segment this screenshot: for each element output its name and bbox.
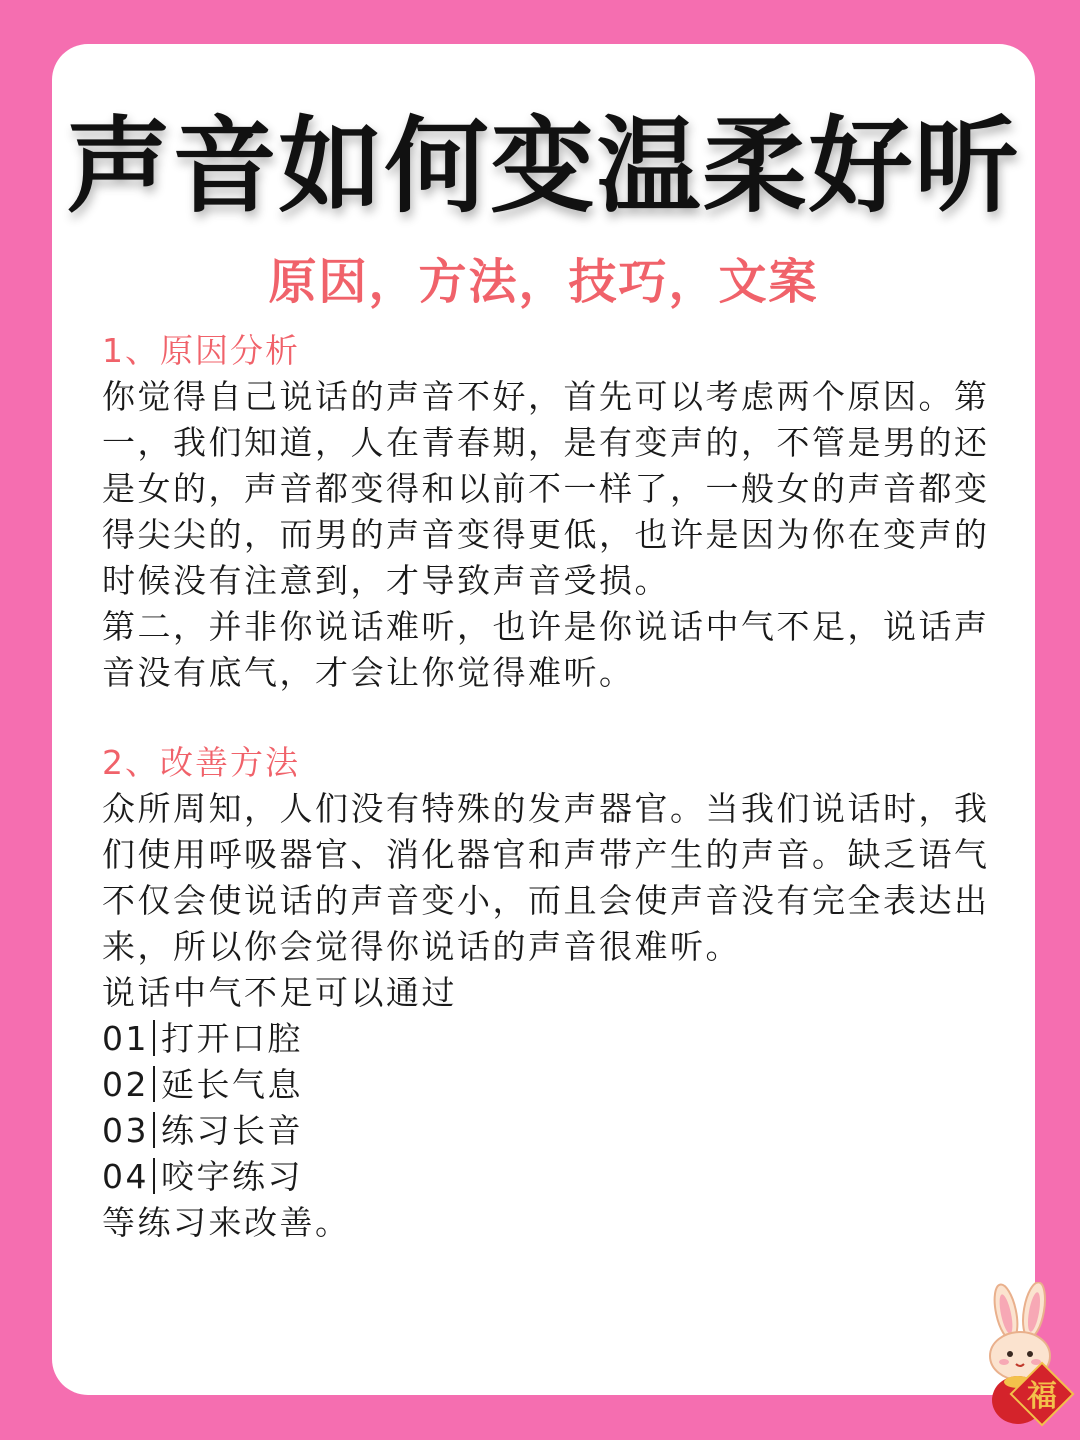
- paragraph: 第二，并非你说话难听，也许是你说话中气不足，说话声音没有底气，才会让你觉得难听。: [102, 607, 990, 692]
- paragraph: 你觉得自己说话的声音不好，首先可以考虑两个原因。第一，我们知道，人在青春期，是有变声的，不管是男的还是女的，声音都变得和以前不一样了，一般女的声音都变得尖尖的，而男的声音变得更低，也许是因为你在变声的时候没有注意到，才导致声音受损。: [102, 377, 990, 600]
- article-body: [102, 328, 1002, 1290]
- paragraph: 众所周知，人们没有特殊的发声器官。当我们说话时，我们使用呼吸器官、消化器官和声带产生的声音。缺乏语气不仅会使说话的声音变小，而且会使声音没有完全表达出来，所以你会觉得你说话的声音很难听。: [102, 789, 990, 966]
- section-heading: 1、原因分析: [102, 331, 300, 370]
- fu-character: 福: [1027, 1379, 1057, 1414]
- divider: [153, 1158, 155, 1194]
- method-list: [102, 1016, 1002, 1200]
- list-item: [102, 1016, 1002, 1062]
- list-item: [102, 1108, 1002, 1154]
- section-improvement-methods: [102, 740, 1002, 1246]
- divider: [153, 1020, 155, 1056]
- item-number: 04: [102, 1157, 149, 1196]
- item-text: 延长气息: [161, 1065, 303, 1104]
- list-outro: 等练习来改善。: [102, 1203, 351, 1242]
- rabbit-fu-icon: [968, 1282, 1076, 1432]
- page-title: 声音如何变温柔好听: [66, 105, 1021, 227]
- divider: [153, 1066, 155, 1102]
- item-number: 03: [102, 1111, 149, 1150]
- list-item: [102, 1062, 1002, 1108]
- section-cause-analysis: [102, 328, 1002, 696]
- item-text: 咬字练习: [161, 1157, 303, 1196]
- divider: [153, 1112, 155, 1148]
- list-item: [102, 1154, 1002, 1200]
- item-number: 01: [102, 1019, 149, 1058]
- item-number: 02: [102, 1065, 149, 1104]
- section-heading: 2、改善方法: [102, 743, 300, 782]
- page-subtitle: 原因，方法，技巧，文案: [268, 254, 819, 310]
- item-text: 打开口腔: [161, 1019, 303, 1058]
- item-text: 练习长音: [161, 1111, 303, 1150]
- list-intro: 说话中气不足可以通过: [102, 973, 457, 1012]
